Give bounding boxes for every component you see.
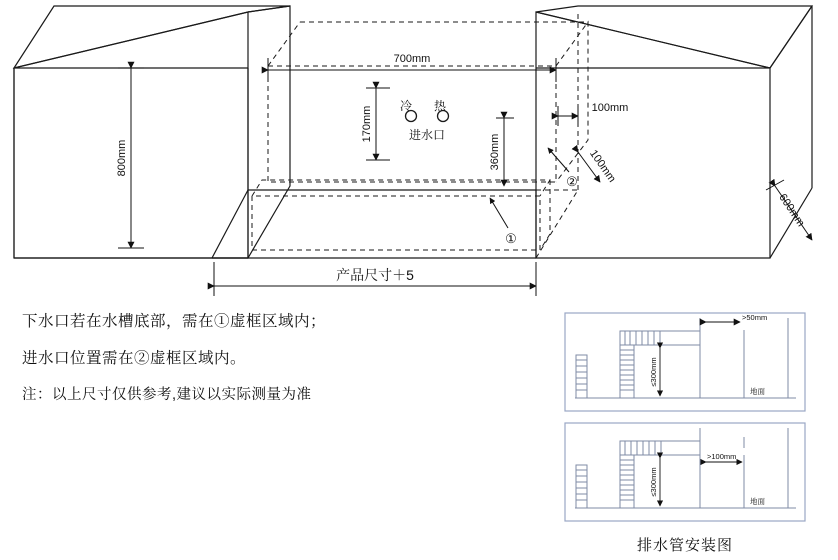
right-cabinet: [536, 6, 812, 258]
drain-panel-top: [565, 313, 805, 411]
panel-top-height-label: ≤300mm: [649, 357, 658, 387]
marker-one-leader: [490, 198, 508, 228]
dim-100-horizontal: [558, 106, 578, 126]
notes-block: [22, 310, 542, 420]
marker-one-label: ①: [505, 231, 517, 246]
dim-170mm-label: 170mm: [361, 105, 373, 143]
dim-100mm-h-label: 100mm: [591, 102, 629, 114]
dim-600mm-label: 600mm: [776, 191, 807, 229]
drain-panel-bottom: [565, 423, 805, 521]
inlet-caption: 进水口: [408, 128, 446, 142]
dim-700mm-label: 700mm: [393, 53, 431, 65]
dim-800mm-label: 800mm: [116, 139, 128, 177]
panel-bottom-floor-label: 地面: [750, 497, 765, 506]
zone-two-dashed-box: [268, 22, 588, 182]
panel-bottom-height-label: ≤300mm: [649, 467, 658, 497]
panel-top-floor-label: 地面: [750, 387, 765, 396]
left-cabinet: [14, 6, 290, 258]
counter-plane-hidden-lines: [536, 12, 578, 258]
dim-360mm-label: 360mm: [489, 133, 501, 171]
counter-plane: [212, 190, 536, 258]
panel-top-gap-label: >50mm: [742, 313, 768, 322]
dim-product-width-label: 产品尺寸＋5: [336, 267, 414, 283]
note-line-2: 进水口位置需在②虚框区域内。: [22, 350, 247, 368]
dim-100mm-d-label: 100mm: [587, 147, 618, 185]
inlet-hot-label: 热: [433, 99, 447, 113]
inlet-cold-label: 冷: [399, 99, 413, 113]
note-line-3: 注：以上尺寸仅供参考,建议以实际测量为准: [22, 387, 312, 404]
note-line-1: 下水口若在水槽底部，需在①虚框区域内；: [22, 313, 327, 330]
panel-bottom-gap-label: >100mm: [707, 452, 737, 461]
marker-two-label: ②: [566, 174, 578, 189]
marker-two-leader: [548, 148, 569, 172]
drain-panel-caption: 排水管安装图: [636, 537, 733, 554]
